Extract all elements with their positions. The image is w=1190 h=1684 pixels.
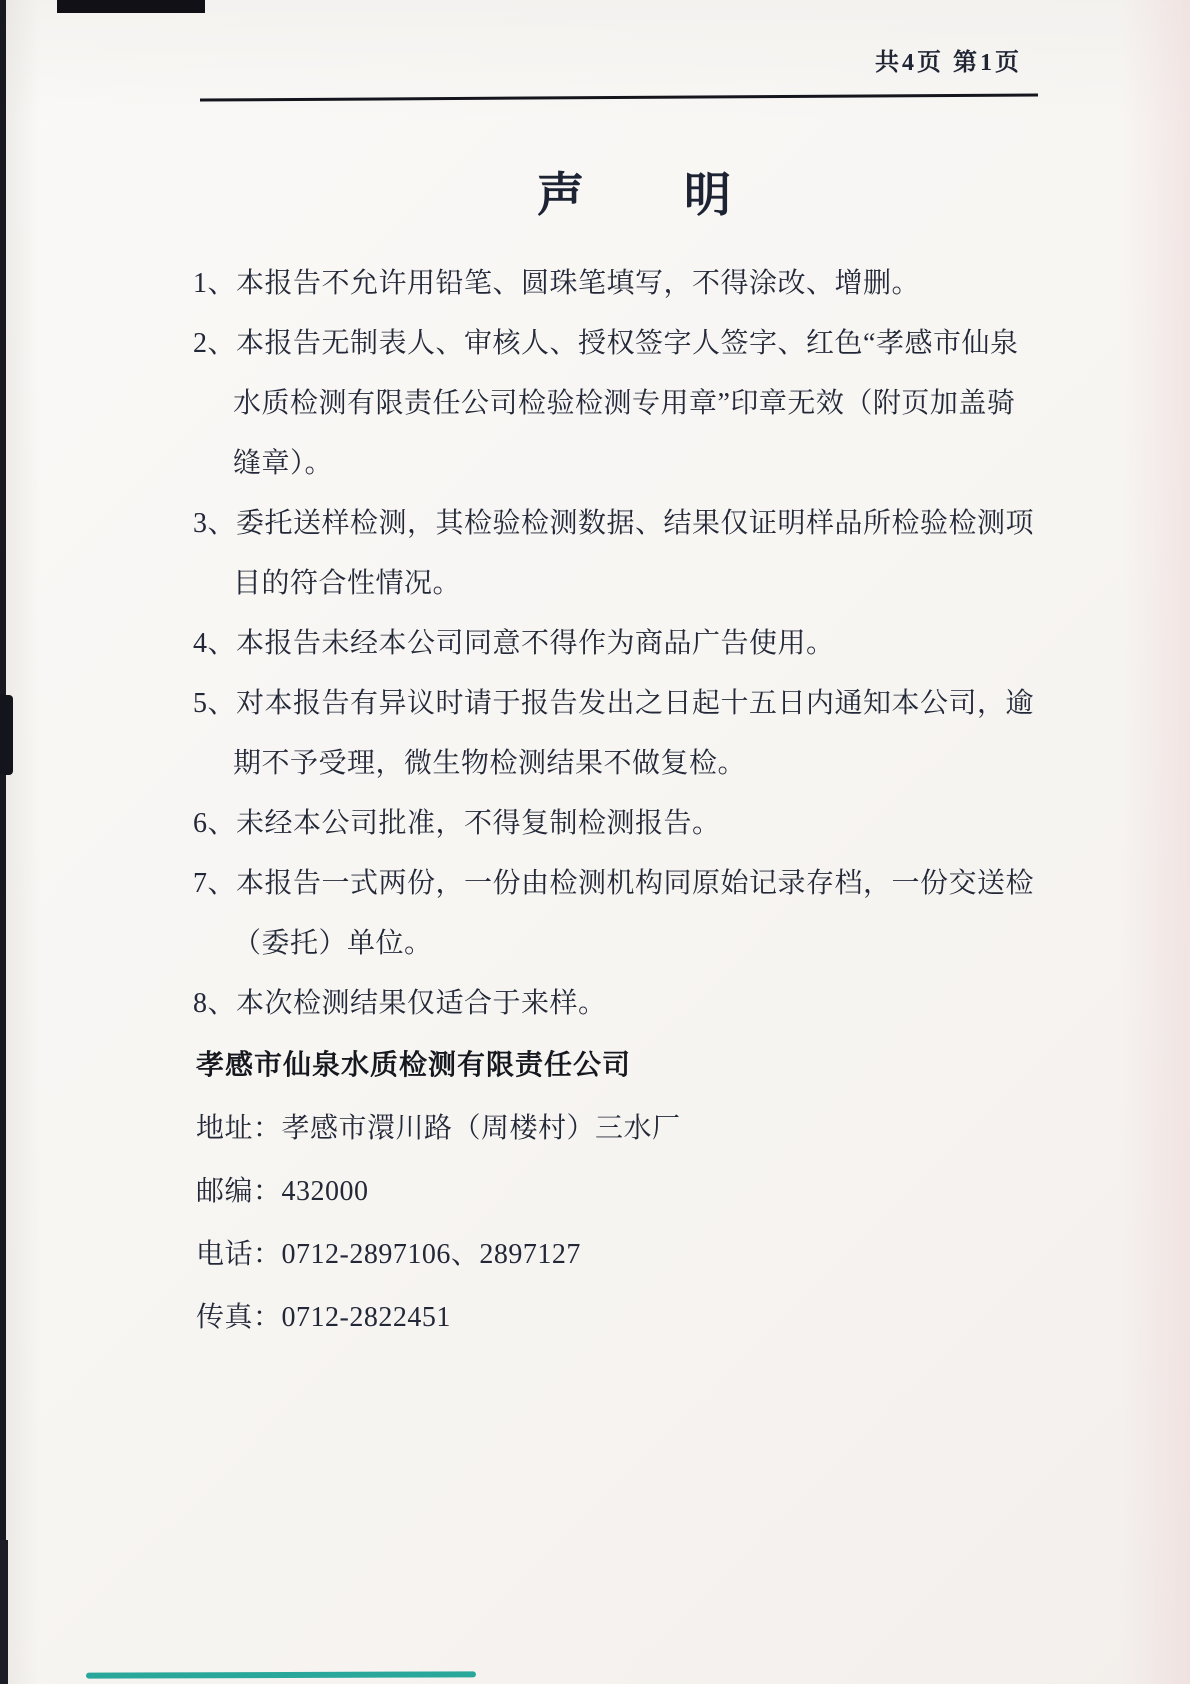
page-title: 声 明 bbox=[537, 170, 733, 222]
item-number: 5、 bbox=[193, 688, 237, 719]
statement-line: 期不予受理，微生物检测结果不做复检。 bbox=[233, 748, 747, 779]
header-rule bbox=[200, 93, 1038, 101]
item-number: 3、 bbox=[193, 508, 237, 539]
statement-text: 本次检测结果仅适合于来样。 bbox=[236, 988, 607, 1019]
statement-line bbox=[193, 674, 1053, 734]
statement-text: 本报告无制表人、审核人、授权签字人签字、红色“孝感市仙泉 bbox=[236, 328, 1019, 359]
page-indicator: 共4页 第1页 bbox=[875, 50, 1022, 76]
company-postal-code: 邮编：432000 bbox=[196, 1176, 369, 1207]
scan-bottom-line-artifact bbox=[86, 1671, 476, 1678]
statement-line bbox=[193, 494, 1053, 554]
item-number: 4、 bbox=[193, 628, 237, 659]
statement-item bbox=[193, 674, 1053, 794]
statement-line bbox=[193, 974, 1053, 1034]
statement-line bbox=[193, 614, 1053, 674]
item-number: 1、 bbox=[193, 268, 237, 299]
statement-line: （委托）单位。 bbox=[233, 928, 433, 959]
statement-item bbox=[193, 314, 1053, 494]
statement-line bbox=[193, 254, 1053, 314]
scan-edge-artifact bbox=[0, 0, 6, 1684]
item-number: 6、 bbox=[193, 808, 237, 839]
company-info-block bbox=[196, 1034, 1056, 1349]
company-phone: 电话：0712-2897106、2897127 bbox=[196, 1239, 581, 1270]
item-number: 7、 bbox=[193, 868, 237, 899]
statement-item bbox=[193, 494, 1053, 614]
company-name: 孝感市仙泉水质检测有限责任公司 bbox=[196, 1050, 632, 1081]
statement-line bbox=[193, 794, 1053, 854]
statement-line: 目的符合性情况。 bbox=[233, 568, 462, 599]
item-number: 2、 bbox=[193, 328, 237, 359]
statement-text: 对本报告有异议时请于报告发出之日起十五日内通知本公司，逾 bbox=[236, 688, 1035, 719]
scan-edge-artifact bbox=[0, 695, 13, 775]
statement-item bbox=[193, 854, 1053, 974]
statement-text: 未经本公司批准，不得复制检测报告。 bbox=[236, 808, 721, 839]
company-address: 地址：孝感市澴川路（周楼村）三水厂 bbox=[196, 1113, 681, 1144]
statement-text: 本报告不允许用铅笔、圆珠笔填写，不得涂改、增删。 bbox=[236, 268, 921, 299]
scan-edge-artifact bbox=[0, 1540, 8, 1684]
statement-item bbox=[193, 614, 1053, 674]
statement-line: 水质检测有限责任公司检验检测专用章”印章无效（附页加盖骑 bbox=[233, 388, 1016, 419]
statement-text: 委托送样检测，其检验检测数据、结果仅证明样品所检验检测项 bbox=[236, 508, 1035, 539]
statement-line bbox=[193, 314, 1053, 374]
statement-text: 本报告未经本公司同意不得作为商品广告使用。 bbox=[236, 628, 835, 659]
company-fax: 传真：0712-2822451 bbox=[196, 1302, 451, 1333]
scan-corner-artifact bbox=[57, 0, 205, 13]
statement-line: 缝章）。 bbox=[233, 448, 334, 479]
statement-item bbox=[193, 254, 1053, 314]
item-number: 8、 bbox=[193, 988, 237, 1019]
statement-item bbox=[193, 974, 1053, 1034]
statement-text: 本报告一式两份，一份由检测机构同原始记录存档，一份交送检 bbox=[236, 868, 1035, 899]
statement-list bbox=[193, 254, 1053, 1034]
statement-item bbox=[193, 794, 1053, 854]
statement-line bbox=[193, 854, 1053, 914]
